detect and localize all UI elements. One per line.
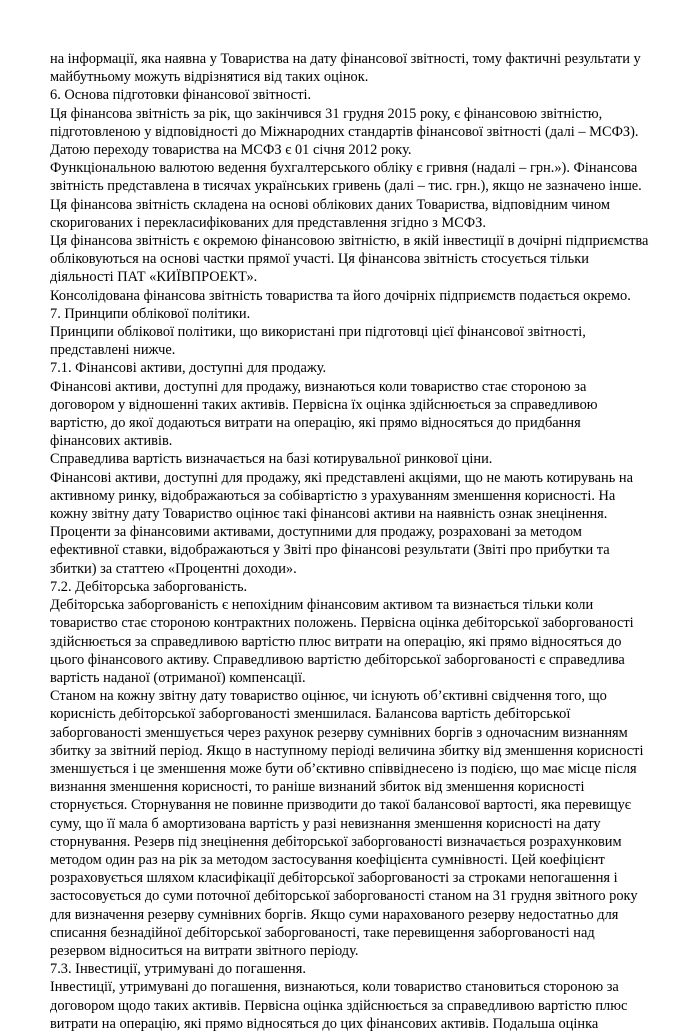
section-heading-7: 7. Принципи облікової політики.	[50, 305, 251, 322]
paragraph-afs-recognition: Фінансові активи, доступні для продажу, визнаються коли товариство стає стороною за договором у відношенні таких активів. Первісна їх оцінка здійснюється за справедливою вартістю, до якої додаються витрати на операцію, які прямо відносяться до придбання фінансових активів.	[50, 378, 598, 450]
paragraph-accounting-data: Ця фінансова звітність складена на основі облікових даних Товариства, відповідним чином скоригованих і перекласифікованих для представлення згідно з МСФЗ.	[50, 196, 610, 231]
paragraph-receivables-recognition: Дебіторська заборгованість є непохідним фінансовим активом та визнається тільки коли товариство стає стороною контрактних положень. Первісна оцінка дебіторської заборгованості здійснюється за справедливою вартістю плюс витрати на операцію, які прямо відносяться до цього фінансового активу. Справедливою вартістю дебіторської заборгованості є справедлива вартість наданої (отриманої) компенсації.	[50, 597, 634, 686]
section-heading-7-2: 7.2. Дебіторська заборгованість.	[50, 578, 248, 595]
paragraph-fair-value: Справедлива вартість визначається на базі котирувальної ринкової ціни.	[50, 451, 493, 468]
paragraph-receivables-impairment: Станом на кожну звітну дату товариство оцінює, чи існують об’єктивні свідчення того, що корисність дебіторської заборгованості зменшилася. Балансова вартість дебіторської заборгованості зменшується через рахунок резерву сумнівних боргів з одночасним визнанням збитку за звітний період. Якщо в наступному періоді величина збитку від зменшення корисності зменшується і це зменшення може бути об’єктивно співвіднесено із подією, що має місце після визнання зменшення корисності, то раніше визнаний збиток від зменшення корисності сторнується. Сторнування не повинне призводити до такої балансової вартості, яка перевищує суму, що її мала б амортизована вартість у разі невизнання зменшення корисності на дату сторнування. Резерв під знецінення дебіторської заборгованості визначається розрахунковим методом один раз на рік за методом застосування коефіцієнта сумнівності. Цей коефіцієнт розраховується шляхом класифікації дебіторської заборгованості за строками непогашення і застосовується до суми поточної дебіторської заборгованості станом на 31 грудня звітного року для визначення резерву сумнівних боргів. Якщо суми нарахованого резерву недостатньо для списання безнадійної дебіторської заборгованості, таке перевищення заборгованості над резервом відноситься на витрати звітного періоду.	[50, 688, 644, 959]
paragraph-intro: на інформації, яка наявна у Товариства на дату фінансової звітності, тому фактичні результати у майбутньому можуть відрізнятися від таких оцінок.	[50, 51, 641, 86]
paragraph-consolidated: Консолідована фінансова звітність товариства та його дочірніх підприємств подається окремо.	[50, 287, 631, 304]
paragraph-report-basis: Ця фінансова звітність за рік, що закінчився 31 грудня 2015 року, є фінансовою звітністю, підготовленою у відповідності до Міжнародних стандартів фінансової звітності (далі – МСФЗ). Датою переходу товариства на МСФЗ є 01 січня 2012 року.	[50, 105, 639, 159]
paragraph-afs-interest: Проценти за фінансовими активами, доступними для продажу, розраховані за методом ефективної ставки, відображаються у Звіті про фінансові результати (Звіті про прибутки та збитки) за статтею «Процентні доходи».	[50, 524, 610, 577]
paragraph-policy-intro: Принципи облікової політики, що використані при підготовці цієї фінансової звітності, представлені нижче.	[50, 324, 586, 359]
section-heading-7-3: 7.3. Інвестиції, утримувані до погашення.	[50, 961, 306, 978]
paragraph-functional-currency: Функціональною валютою ведення бухгалтерського обліку є гривня (надалі – грн.»). Фінансова звітність представлена в тисячах українських гривень (далі – тис. грн.), якщо не зазначено інше.	[50, 160, 642, 195]
paragraph-afs-shares: Фінансові активи, доступні для продажу, які представлені акціями, що не мають котирувань на активному ринку, відображаються за собівартістю з урахуванням зменшення корисності. На кожну звітну дату Товариство оцінює такі фінансові активи на наявність ознак знецінення.	[50, 469, 633, 523]
document-page	[50, 50, 650, 1033]
paragraph-separate-statements: Ця фінансова звітність є окремою фінансовою звітністю, в якій інвестиції в дочірні підприємства обліковуються на основі частки прямої участі. Ця фінансова звітність стосується тільки діяльності ПАТ «КИЇВПРОЕКТ».	[50, 233, 649, 286]
section-heading-7-1: 7.1. Фінансові активи, доступні для продажу.	[50, 360, 327, 377]
paragraph-htm-investments: Інвестиції, утримувані до погашення, визнаються, коли товариство становиться стороною за договором щодо таких активів. Первісна оцінка здійснюється за справедливою вартістю плюс витрати на операцію, які прямо відносяться до цих фінансових активів. Подальша оцінка	[50, 979, 628, 1032]
section-heading-6: 6. Основа підготовки фінансової звітності.	[50, 87, 312, 104]
